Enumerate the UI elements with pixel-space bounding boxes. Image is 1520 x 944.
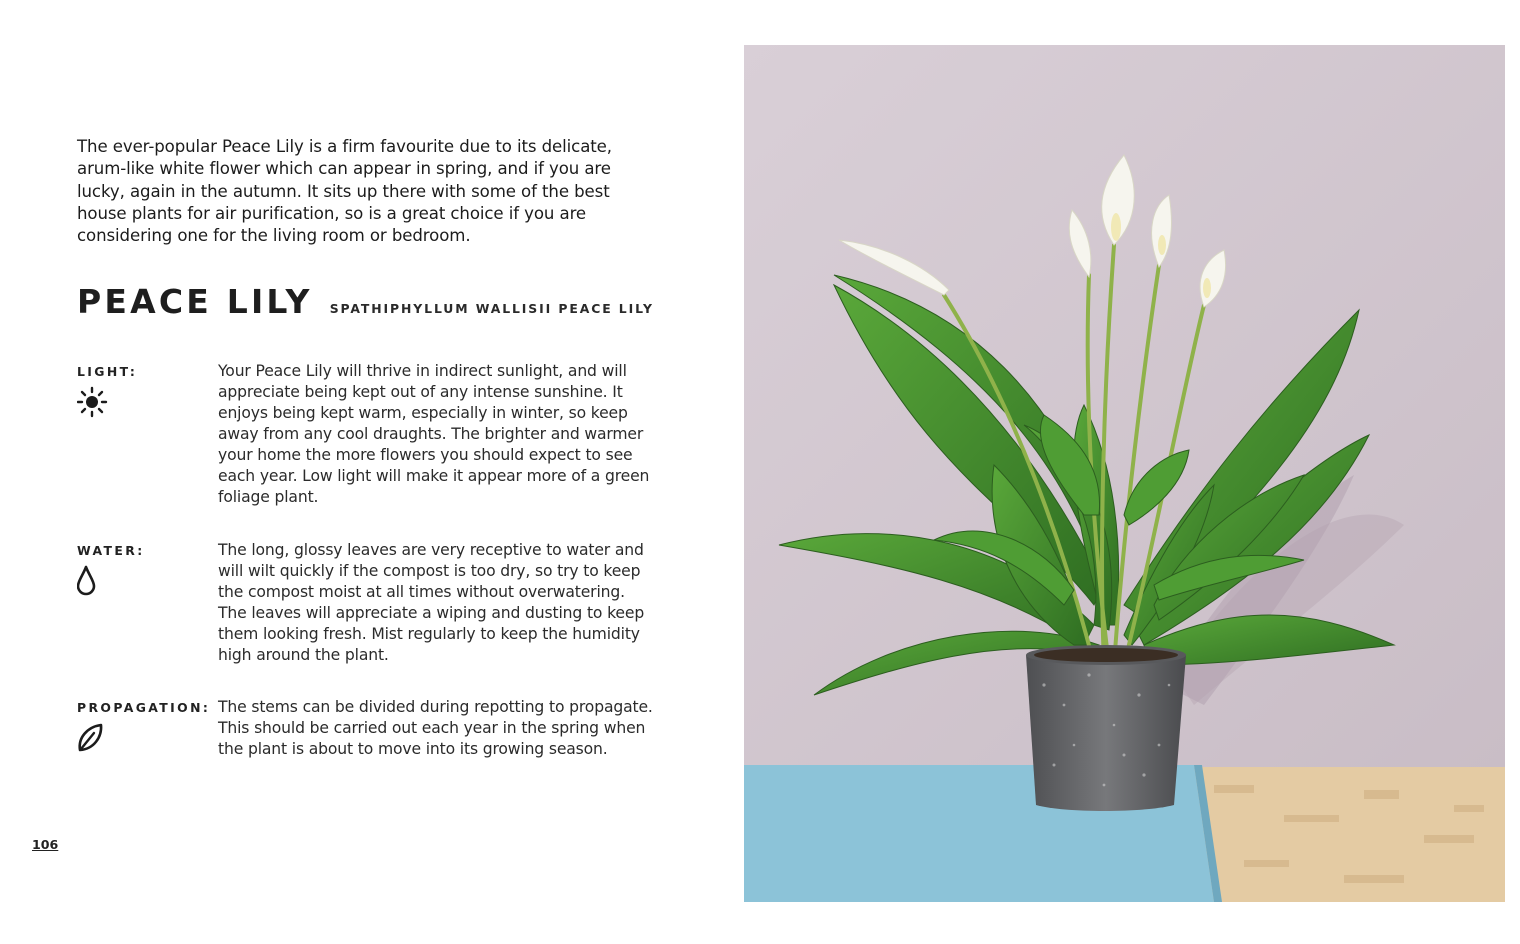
peace-lily-photo [744,45,1505,902]
intro-paragraph: The ever-popular Peace Lily is a firm favourite due to its delicate, arum-like white flower which can appear in spring, and if you are lucky, again in the autumn. It sits up there with some of the best house plants for air purification, so is a great choice if you are considering one for the living room or bedroom. [77,137,612,246]
water-drop-icon [77,565,109,597]
propagation-text: The stems can be divided during repotting to propagate. This should be carried out each year in the spring when the plant is about to move into its growing season. [218,698,653,758]
page-title: PEACE LILY [77,282,313,321]
light-label: LIGHT: [77,364,138,379]
light-text: Your Peace Lily will thrive in indirect sunlight, and will appreciate being kept out of any intense sunshine. It enjoys being kept warm, especially in winter, so keep away from any cool draughts. The brighter and warmer your home the more flowers you should expect to see each year. Low light will make it appear more of a green foliage plant. [218,362,650,506]
page-number: 106 [32,837,59,852]
plant-heading [77,282,677,321]
leaf-icon [77,722,109,754]
latin-name: SPATHIPHYLLUM WALLISII PEACE LILY [329,301,654,316]
water-label: WATER: [77,543,145,558]
propagation-label: PROPAGATION: [77,700,211,715]
peace-lily-illustration [744,45,1505,902]
plant-pot [1026,655,1186,811]
sun-icon [77,386,109,418]
water-text: The long, glossy leaves are very receptive to water and will wilt quickly if the compost is too dry, so try to keep the compost moist at all times without overwatering. The leaves will appreciate a wiping and dusting to keep them looking fresh. Mist regularly to keep the humidity high around the plant. [218,541,645,664]
